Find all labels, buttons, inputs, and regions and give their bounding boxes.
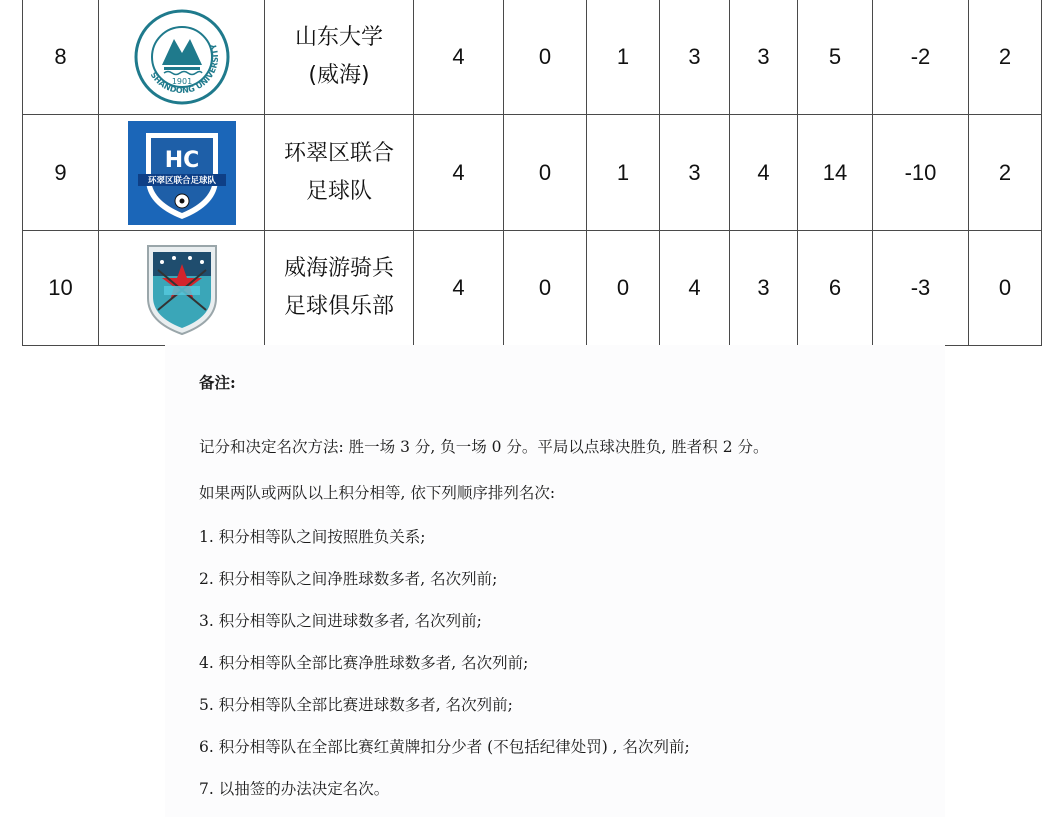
played-cell: 4 [414,0,504,115]
huancui-united-logo-icon [128,121,236,225]
svg-text:1901: 1901 [171,76,192,86]
team-logo-cell [99,231,265,346]
lost-cell: 4 [660,231,730,346]
notes-line: 7. 以抽签的办法决定名次。 [199,780,390,798]
goals-for-cell: 4 [730,115,798,231]
team-logo-cell [99,0,265,115]
table-row [23,231,1042,346]
draw-cell: 1 [587,115,660,231]
rank-cell: 10 [23,231,99,346]
notes-line: 6. 积分相等队在全部比赛红黄牌扣分少者 (不包括纪律处罚) , 名次列前; [199,738,690,756]
team-name-line2: (威海) [308,62,370,88]
lost-cell: 3 [660,115,730,231]
points-cell: 0 [969,231,1042,346]
played-cell: 4 [414,115,504,231]
draw-cell: 0 [587,231,660,346]
goals-against-cell: 14 [798,115,873,231]
notes-line: 5. 积分相等队全部比赛进球数多者, 名次列前; [199,696,513,714]
goals-against-cell: 5 [798,0,873,115]
team-name-line2: 足球俱乐部 [283,294,394,319]
notes-line: 记分和决定名次方法: 胜一场 3 分, 负一场 0 分。平局以点球决胜负, 胜者积 2 分。 [199,438,769,456]
team-name-cell [265,0,414,115]
weihai-cavalry-logo-icon [142,240,222,336]
goals-for-cell: 3 [730,0,798,115]
standings-table [22,0,1042,346]
points-cell: 2 [969,115,1042,231]
goal-diff-cell: -10 [873,115,969,231]
notes-line: 如果两队或两队以上积分相等, 依下列顺序排列名次: [199,484,556,502]
goal-diff-cell: -2 [873,0,969,115]
table-row [23,115,1042,231]
notes-title: 备注: [199,373,236,392]
team-logo-cell [99,115,265,231]
points-cell: 2 [969,0,1042,115]
notes-section [165,345,945,817]
notes-line: 3. 积分相等队之间进球数多者, 名次列前; [199,612,482,630]
draw-cell: 1 [587,0,660,115]
table-row [23,0,1042,115]
rank-cell: 8 [23,0,99,115]
team-name-cell [265,115,414,231]
won-cell: 0 [504,115,587,231]
team-name-line2: 足球队 [305,178,372,204]
rank-cell: 9 [23,115,99,231]
goals-for-cell: 3 [730,231,798,346]
team-name-cell [265,231,414,346]
won-cell: 0 [504,0,587,115]
shandong-university-logo-icon [134,9,230,105]
goals-against-cell: 6 [798,231,873,346]
won-cell: 0 [504,231,587,346]
team-name-line1: 环翠区联合 [283,140,394,166]
goal-diff-cell: -3 [873,231,969,346]
svg-text:环翠区联合足球队: 环翠区联合足球队 [147,175,216,186]
team-name-line1: 山东大学 [294,24,383,50]
notes-line: 2. 积分相等队之间净胜球数多者, 名次列前; [199,570,498,588]
team-name-line1: 威海游骑兵 [283,256,394,281]
svg-text:SHANDONG UNIVERSITY: SHANDONG UNIVERSITY [148,42,220,95]
notes-line: 4. 积分相等队全部比赛净胜球数多者, 名次列前; [199,654,529,672]
notes-line: 1. 积分相等队之间按照胜负关系; [199,528,426,546]
svg-text:HC: HC [164,147,199,173]
played-cell: 4 [414,231,504,346]
lost-cell: 3 [660,0,730,115]
